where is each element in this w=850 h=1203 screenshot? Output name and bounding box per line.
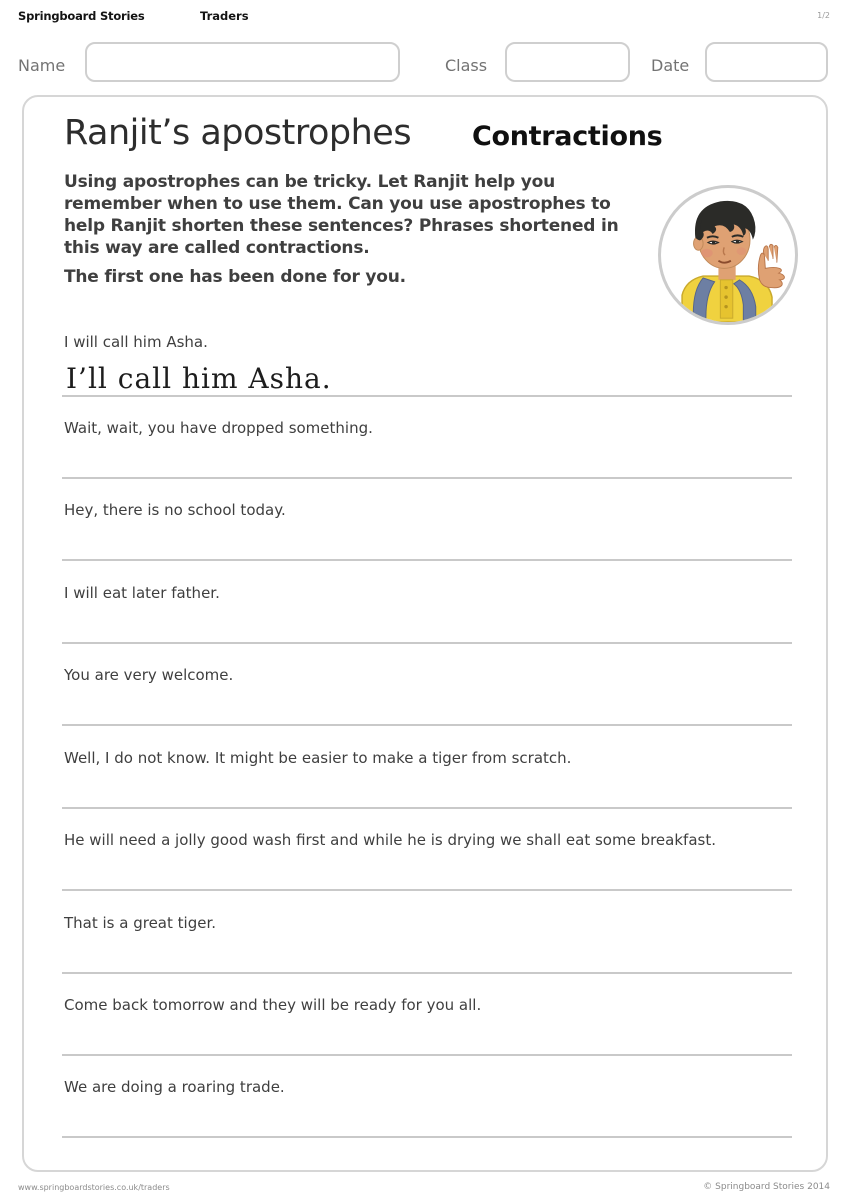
- question-block-3[interactable]: [62, 584, 792, 644]
- class-label: Class: [445, 56, 488, 75]
- question-prompt: You are very welcome.: [64, 666, 234, 684]
- pupil-fields-row: [0, 40, 850, 84]
- ranjit-boy-illustration: [658, 185, 798, 325]
- question-block-4[interactable]: [62, 666, 792, 726]
- date-input[interactable]: [705, 42, 828, 82]
- story-topic: Traders: [200, 9, 249, 23]
- question-block-2[interactable]: [62, 501, 792, 561]
- worksheet-title: Ranjit’s apostrophes: [64, 113, 412, 153]
- instructions-note: The first one has been done for you.: [64, 267, 406, 287]
- name-label: Name: [18, 56, 66, 75]
- class-input[interactable]: [505, 42, 630, 82]
- question-prompt: He will need a jolly good wash first and while he is drying we shall eat some breakfast.: [64, 831, 716, 849]
- example-answer-line: [62, 353, 792, 397]
- date-label: Date: [651, 56, 690, 75]
- question-prompt: I will eat later father.: [64, 584, 220, 602]
- example-answer-handwriting: I’ll call him Asha.: [66, 362, 332, 395]
- question-block-6[interactable]: [62, 831, 792, 891]
- page-indicator: 1/2: [817, 11, 830, 20]
- ranjit-boy-drawing: [661, 188, 795, 322]
- instructions: [64, 171, 656, 288]
- worksheet-card: [22, 95, 828, 1172]
- question-block-5[interactable]: [62, 749, 792, 809]
- top-header: [18, 9, 832, 27]
- question-prompt: Wait, wait, you have dropped something.: [64, 419, 373, 437]
- question-prompt: Hey, there is no school today.: [64, 501, 286, 519]
- name-input[interactable]: [85, 42, 400, 82]
- worksheet-subtitle: Contractions: [472, 121, 663, 152]
- question-block-9[interactable]: [62, 1078, 792, 1138]
- question-prompt: Well, I do not know. It might be easier to make a tiger from scratch.: [64, 749, 572, 767]
- question-block-7[interactable]: [62, 914, 792, 974]
- footer-copyright: © Springboard Stories 2014: [703, 1182, 830, 1192]
- waving-hand: [758, 244, 784, 287]
- question-block-8[interactable]: [62, 996, 792, 1056]
- question-block-1[interactable]: [62, 419, 792, 479]
- example-prompt: I will call him Asha.: [64, 333, 208, 351]
- question-prompt: We are doing a roaring trade.: [64, 1078, 285, 1096]
- instructions-text: Using apostrophes can be tricky. Let Ranjit help you remember when to use them. Can you use apostrophes to help Ranjit shorten these sentences? Phrases shortened in this way are called contractions.: [64, 172, 619, 258]
- question-prompt: That is a great tiger.: [64, 914, 217, 932]
- brand-name: Springboard Stories: [18, 9, 145, 23]
- question-prompt: Come back tomorrow and they will be ready for you all.: [64, 996, 482, 1014]
- footer-url: www.springboardstories.co.uk/traders: [18, 1183, 170, 1192]
